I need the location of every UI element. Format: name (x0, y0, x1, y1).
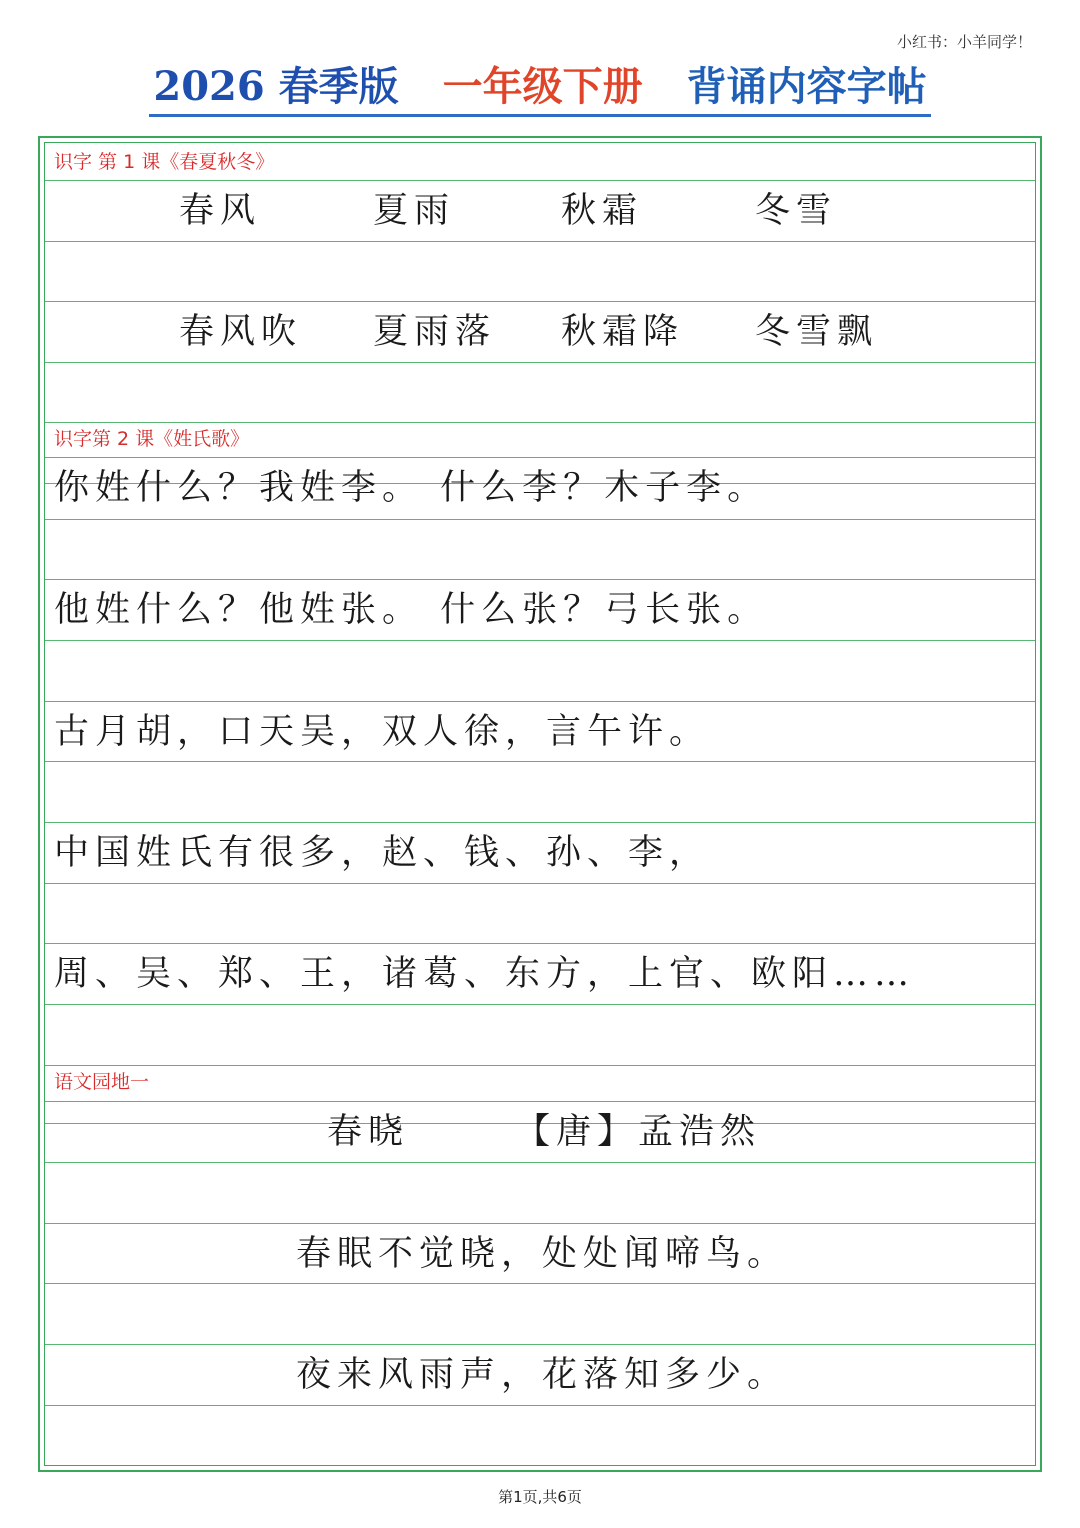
poem-author: 【唐】孟浩然 (515, 1112, 762, 1152)
rule-line (45, 1065, 1035, 1066)
poem-line: 春眠不觉晓，处处闻啼鸟。 (295, 1234, 788, 1274)
phrase: 春风吹 (179, 312, 303, 352)
rule-line (45, 362, 1035, 363)
watermark-text: 小红书：小羊同学！ (896, 33, 1032, 51)
rule-line (45, 1162, 1035, 1163)
lesson1-word-row (45, 181, 1039, 241)
title-underline (149, 62, 930, 117)
rule-line (45, 1004, 1035, 1005)
rule-line (45, 422, 1035, 423)
copybook-sheet (38, 136, 1042, 1472)
page-title (0, 62, 1080, 122)
word: 秋霜 (561, 191, 644, 231)
phrase: 冬雪飘 (755, 312, 879, 352)
rule-line (45, 640, 1035, 641)
word: 冬雪 (755, 191, 838, 231)
rule-line (45, 519, 1035, 520)
poem-title-row (45, 1102, 1039, 1162)
rule-line (45, 1405, 1035, 1406)
section-label-garden1: 语文园地一 (54, 1071, 150, 1093)
phrase: 夏雨落 (373, 312, 497, 352)
title-grade: 一年级下册 (442, 63, 643, 110)
poem-title: 春晓 (327, 1112, 410, 1152)
poem-line: 夜来风雨声，花落知多少。 (295, 1355, 788, 1395)
section-label-lesson1: 识字 第 1 课《春夏秋冬》 (54, 151, 275, 173)
rule-line (45, 241, 1035, 242)
page-footer: 第1页,共6页 (498, 1488, 582, 1506)
section-label-lesson2: 识字第 2 课《姓氏歌》 (54, 428, 250, 450)
phrase: 秋霜降 (561, 312, 685, 352)
word: 夏雨 (373, 191, 456, 231)
copybook-inner-frame (44, 142, 1036, 1466)
title-subject: 背诵内容字帖 (686, 63, 927, 110)
rule-line (45, 883, 1035, 884)
lesson2-line: 他姓什么？他姓张。 什么张？弓长张。 (54, 590, 769, 630)
lesson2-line: 周、吴、郑、王，诸葛、东方，上官、欧阳…… (54, 954, 916, 994)
word: 春风 (179, 191, 262, 231)
lesson1-phrase-row (45, 302, 1039, 362)
lesson2-line: 中国姓氏有很多，赵、钱、孙、李， (54, 833, 711, 873)
title-edition: 2026 春季版 (153, 63, 399, 110)
lesson2-line: 你姓什么？我姓李。 什么李？木子李。 (54, 468, 769, 508)
lesson2-line: 古月胡，口天吴，双人徐，言午许。 (54, 712, 711, 752)
